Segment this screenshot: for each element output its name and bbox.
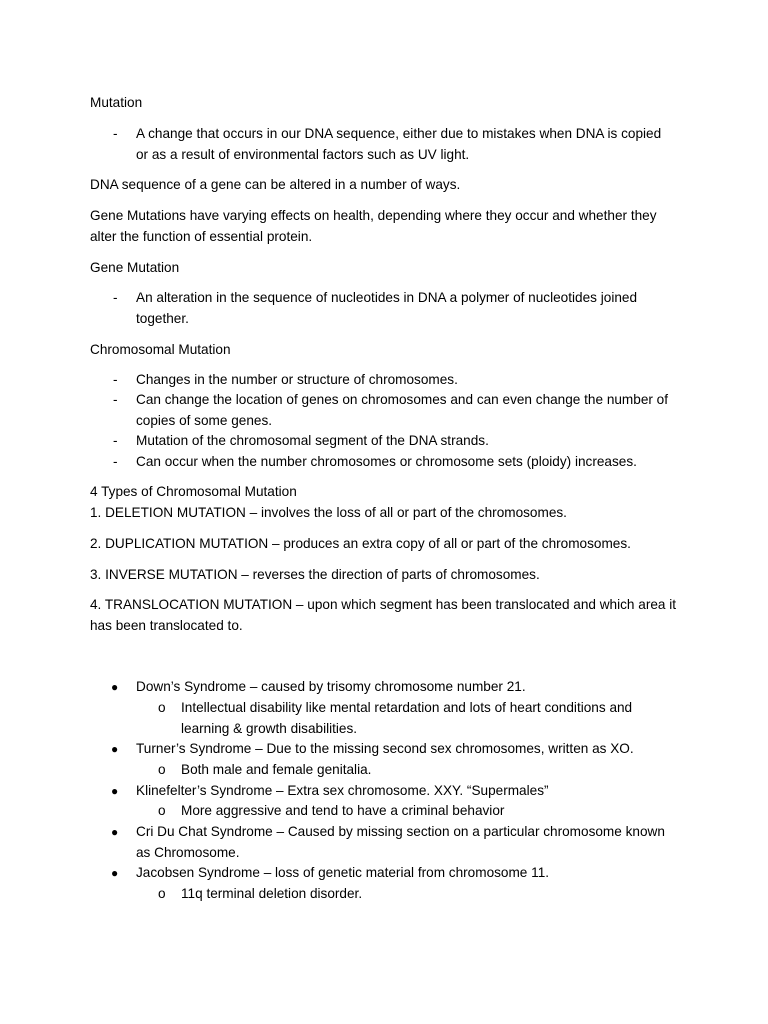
sub-bullet-marker: o bbox=[158, 803, 166, 818]
section-heading: 4 Types of Chromosomal Mutation bbox=[90, 484, 297, 499]
intro-bullet-line: A change that occurs in our DNA sequence, either due to mistakes when DNA is copied bbox=[136, 126, 662, 141]
bullet-marker: ● bbox=[111, 680, 119, 694]
gene-bullet-line: An alteration in the sequence of nucleotides in DNA a polymer of nucleotides joined bbox=[136, 290, 638, 305]
section-heading: Chromosomal Mutation bbox=[90, 342, 231, 357]
dash-marker: - bbox=[113, 290, 118, 305]
syndrome-line: Turner’s Syndrome – Due to the missing second sex chromosomes, written as XO. bbox=[136, 741, 634, 756]
dash-marker: - bbox=[113, 126, 118, 141]
bullet-marker: ● bbox=[111, 742, 119, 756]
chromosomal-bullet-line: Mutation of the chromosomal segment of the DNA strands. bbox=[136, 433, 489, 448]
bullet-marker: ● bbox=[111, 825, 119, 839]
dash-marker: - bbox=[113, 392, 118, 407]
syndrome-sub-line: learning & growth disabilities. bbox=[181, 721, 358, 736]
syndrome-line: as Chromosome. bbox=[136, 845, 240, 860]
type-item-line: 2. DUPLICATION MUTATION – produces an extra copy of all or part of the chromosomes. bbox=[90, 536, 631, 551]
bullet-marker: ● bbox=[111, 784, 119, 798]
paragraph-line: alter the function of essential protein. bbox=[90, 229, 313, 244]
syndrome-sub-line: More aggressive and tend to have a criminal behavior bbox=[181, 803, 505, 818]
section-heading: Gene Mutation bbox=[90, 260, 180, 275]
bullet-marker: ● bbox=[111, 866, 119, 880]
sub-bullet-marker: o bbox=[158, 700, 166, 715]
dash-marker: - bbox=[113, 372, 118, 387]
intro-bullet-line: or as a result of environmental factors such as UV light. bbox=[136, 147, 470, 162]
sub-bullet-marker: o bbox=[158, 762, 166, 777]
syndrome-line: Jacobsen Syndrome – loss of genetic material from chromosome 11. bbox=[136, 865, 550, 880]
syndrome-line: Klinefelter’s Syndrome – Extra sex chromosome. XXY. “Supermales” bbox=[136, 783, 549, 798]
dash-marker: - bbox=[113, 454, 118, 469]
chromosomal-bullet-line: Can occur when the number chromosomes or chromosome sets (ploidy) increases. bbox=[136, 454, 637, 469]
type-item-line: 3. INVERSE MUTATION – reverses the direction of parts of chromosomes. bbox=[90, 567, 540, 582]
dash-marker: - bbox=[113, 433, 118, 448]
paragraph: DNA sequence of a gene can be altered in a number of ways. bbox=[90, 177, 461, 192]
chromosomal-bullet-line: Can change the location of genes on chromosomes and can even change the number of bbox=[136, 392, 669, 407]
type-item-line: has been translocated to. bbox=[90, 618, 243, 633]
syndrome-line: Cri Du Chat Syndrome – Caused by missing section on a particular chromosome known bbox=[136, 824, 665, 839]
sub-bullet-marker: o bbox=[158, 886, 166, 901]
syndrome-sub-line: Intellectual disability like mental retardation and lots of heart conditions and bbox=[181, 700, 633, 715]
syndrome-sub-line: 11q terminal deletion disorder. bbox=[181, 886, 363, 901]
syndrome-sub-line: Both male and female genitalia. bbox=[181, 762, 372, 777]
type-item-line: 4. TRANSLOCATION MUTATION – upon which segment has been translocated and which area it bbox=[90, 597, 677, 612]
syndrome-line: Down’s Syndrome – caused by trisomy chromosome number 21. bbox=[136, 679, 526, 694]
chromosomal-bullet-line: copies of some genes. bbox=[136, 413, 273, 428]
doc-title: Mutation bbox=[90, 95, 143, 110]
gene-bullet-line: together. bbox=[136, 311, 189, 326]
paragraph-line: Gene Mutations have varying effects on health, depending where they occur and whether they bbox=[90, 208, 657, 223]
chromosomal-bullet-line: Changes in the number or structure of chromosomes. bbox=[136, 372, 458, 387]
type-item-line: 1. DELETION MUTATION – involves the loss of all or part of the chromosomes. bbox=[90, 505, 567, 520]
